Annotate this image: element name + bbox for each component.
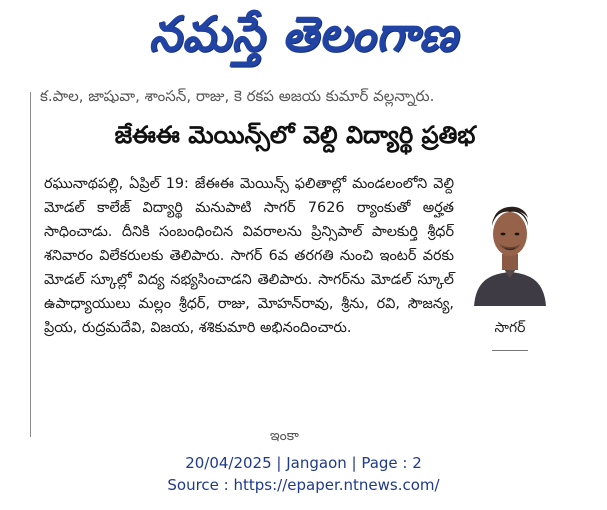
footer-date-edition: 20/04/2025 | Jangaon | Page : 2 bbox=[185, 454, 422, 472]
article-headline: జేఈఈ మెయిన్స్‌లో వెల్ది విద్యార్థి ప్రతిభ bbox=[114, 121, 476, 149]
cut-off-top-line: క.పాల, జాషువా, శాంసన్, రాజు, కె రకప అజయ కుమార్ వల్లన్నారు. bbox=[40, 87, 435, 105]
student-photo bbox=[466, 182, 554, 306]
article-body bbox=[44, 172, 454, 428]
column-divider bbox=[30, 92, 31, 437]
newspaper-masthead bbox=[0, 0, 607, 80]
caption-divider bbox=[492, 350, 528, 351]
source-footer bbox=[0, 452, 607, 500]
student-portrait-image bbox=[466, 182, 554, 306]
photo-caption: సాగర్ bbox=[494, 320, 526, 336]
masthead-title: నమస్తే తెలంగాణ bbox=[148, 5, 459, 63]
article-paragraph: రఘునాథపల్లి, ఏప్రిల్ 19: జేఈఈ మెయిన్స్ ఫలితాల్లో మండలంలోని వెల్ది మోడల్ కాలేజ్ విద్యార్థి మనుపాటి సాగర్ 7626 ర్యాంకుతో అర్హత సాధించాడు. దీనికి సంబంధించిన వివరాలను ప్రిన్సిపాల్ పాలకుర్తి శ్రీధర్ శనివారం విలేకరులకు తెలిపారు. సాగర్ 6వ తరగతి నుంచి ఇంటర్ వరకు మోడల్ స్కూల్లో విద్య నభ్యసించాడని తెలిపారు. సాగర్‌ను మోడల్ స్కూల్ ఉపాధ్యాయులు మల్లం శ్రీధర్, రాజు, మోహన్‌రావు, శ్రీను, రవి, సౌజన్య, ప్రియ, రుద్రమదేవి, విజయ, శశికుమారి అభినందించారు. bbox=[44, 176, 454, 336]
article-clipping bbox=[30, 87, 560, 444]
footer-source-link[interactable]: Source : https://epaper.ntnews.com/ bbox=[167, 476, 440, 494]
cut-off-bottom-line: ఇంకా bbox=[270, 428, 299, 444]
